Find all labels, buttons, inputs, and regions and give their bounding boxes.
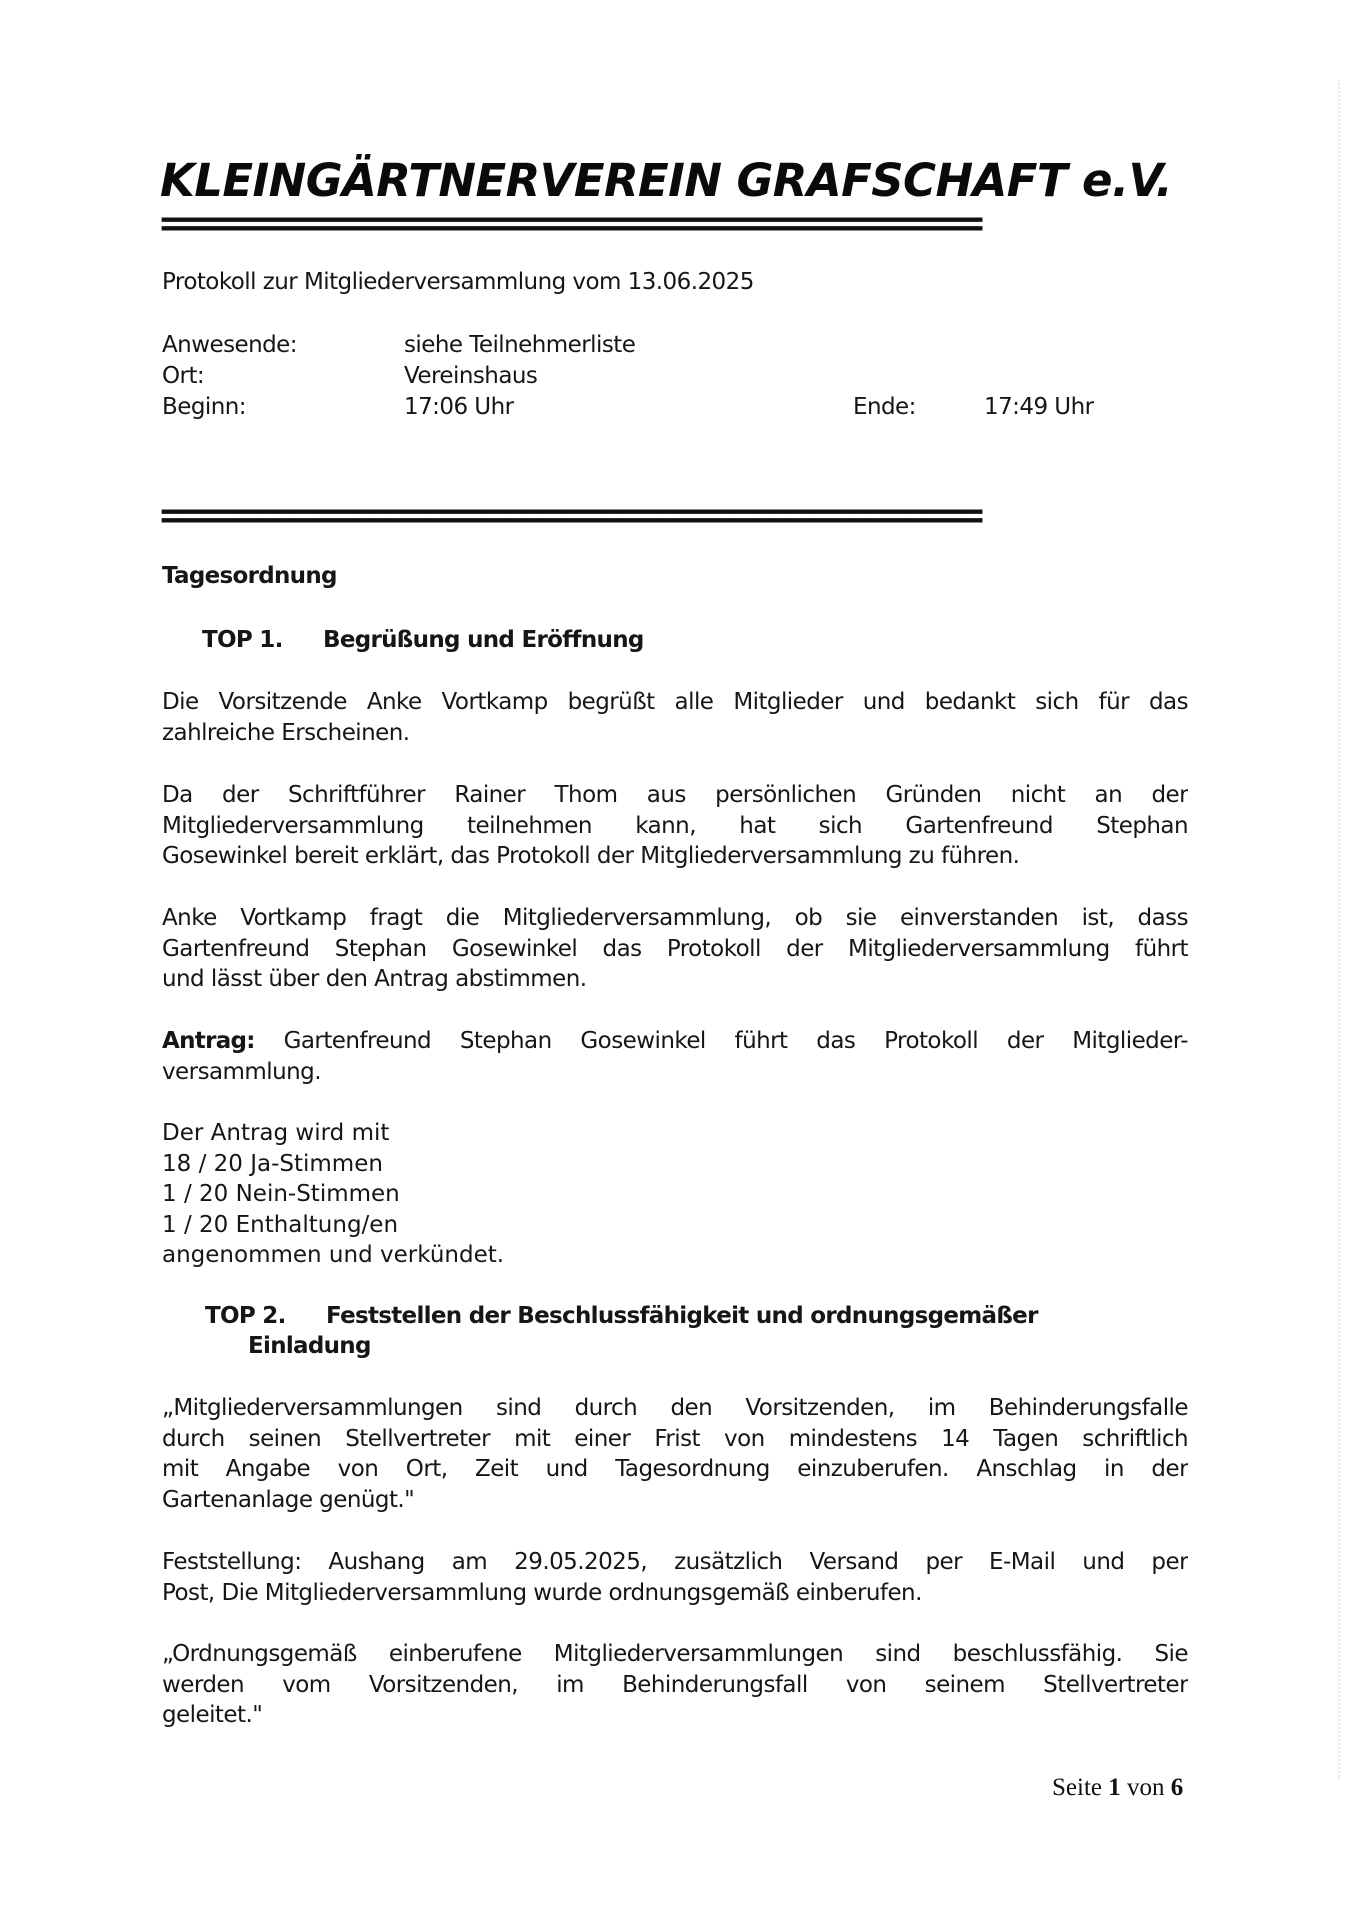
vote-no: 1 / 20 Nein-Stimmen bbox=[162, 1181, 400, 1208]
vote-abstain: 1 / 20 Enthaltung/en bbox=[162, 1211, 399, 1238]
attendees-label: Anwesende: bbox=[162, 332, 297, 358]
top2-statute-quote-invitation bbox=[162, 1393, 1188, 1515]
location-label: Ort: bbox=[162, 363, 205, 389]
protocol-subject: Protokoll zur Mitgliederversammlung vom 13.06.2025 bbox=[162, 269, 754, 295]
start-label: Beginn: bbox=[162, 394, 246, 420]
top2-title-line1: Feststellen der Beschlussfähigkeit und ordnungsgemäßer bbox=[326, 1303, 1038, 1329]
top1-vote-result bbox=[162, 1118, 504, 1271]
top1-number: TOP 1. bbox=[202, 627, 283, 653]
paragraph-line: Die Vorsitzende Anke Vortkamp begrüßt alle Mitglieder und bedankt sich für das bbox=[162, 689, 1188, 715]
paragraph-line: zahlreiche Erscheinen. bbox=[162, 719, 410, 746]
paragraph-line: Gartenanlage genügt." bbox=[162, 1486, 415, 1513]
location-value: Vereinshaus bbox=[404, 363, 538, 389]
vote-outcome: angenommen und verkündet. bbox=[162, 1242, 505, 1269]
top2-statute-quote-quorum bbox=[162, 1639, 1188, 1731]
scan-edge-artifact bbox=[1338, 80, 1342, 1780]
paragraph-line: Mitgliederversammlung teilnehmen kann, hat sich Gartenfreund Stephan bbox=[162, 812, 1188, 839]
paragraph-line: „Ordnungsgemäß einberufene Mitgliederversammlungen sind beschlussfähig. Sie bbox=[162, 1641, 1188, 1667]
paragraph-line: werden vom Vorsitzenden, im Behinderungsfall von seinem Stellvertreter bbox=[162, 1671, 1188, 1698]
page-total: 6 bbox=[1170, 1774, 1184, 1801]
club-title: KLEINGÄRTNERVEREIN GRAFSCHAFT e.V. bbox=[160, 154, 1173, 207]
motion-line: versammlung. bbox=[162, 1058, 321, 1085]
header-divider: =========================================== bbox=[160, 208, 981, 238]
page-separator: von bbox=[1127, 1774, 1165, 1801]
agenda-heading: Tagesordnung bbox=[162, 563, 337, 589]
page-current: 1 bbox=[1108, 1774, 1121, 1801]
attendees-value: siehe Teilnehmerliste bbox=[404, 332, 636, 358]
top2-title-line2: Einladung bbox=[248, 1333, 371, 1359]
motion-text: Gartenfreund Stephan Gosewinkel führt das Protokoll der Mitglieder- bbox=[283, 1028, 1188, 1054]
vote-yes: 18 / 20 Ja-Stimmen bbox=[162, 1150, 383, 1177]
motion-label: Antrag: bbox=[162, 1028, 255, 1054]
top1-paragraph-secretary bbox=[162, 780, 1188, 872]
paragraph-line: und lässt über den Antrag abstimmen. bbox=[162, 966, 587, 993]
end-label: Ende: bbox=[853, 394, 916, 420]
paragraph-line: Anke Vortkamp fragt die Mitgliederversammlung, ob sie einverstanden ist, dass bbox=[162, 905, 1188, 931]
top2-number: TOP 2. bbox=[205, 1303, 286, 1329]
page-prefix: Seite bbox=[1052, 1774, 1102, 1801]
paragraph-line: „Mitgliederversammlungen sind durch den Vorsitzenden, im Behinderungsfalle bbox=[162, 1395, 1188, 1421]
paragraph-line: Gartenfreund Stephan Gosewinkel das Protokoll der Mitgliederversammlung führt bbox=[162, 935, 1188, 962]
top2-finding bbox=[162, 1547, 1188, 1608]
motion-line bbox=[162, 1026, 1188, 1057]
top1-paragraph-greeting bbox=[162, 687, 1188, 748]
top1-title: Begrüßung und Eröffnung bbox=[323, 627, 644, 653]
top1-paragraph-question bbox=[162, 903, 1188, 995]
paragraph-line: Gosewinkel bereit erklärt, das Protokoll der Mitgliederversammlung zu führen. bbox=[162, 843, 1020, 870]
vote-intro: Der Antrag wird mit bbox=[162, 1120, 390, 1146]
paragraph-line: durch seinen Stellvertreter mit einer Frist von mindestens 14 Tagen schriftlich bbox=[162, 1425, 1188, 1452]
paragraph-line: Feststellung: Aushang am 29.05.2025, zusätzlich Versand per E-Mail und per bbox=[162, 1549, 1188, 1575]
meta-divider: =========================================== bbox=[160, 500, 981, 530]
top1-motion bbox=[162, 1026, 1188, 1087]
paragraph-line: geleitet." bbox=[162, 1702, 263, 1729]
paragraph-line: Post, Die Mitgliederversammlung wurde ordnungsgemäß einberufen. bbox=[162, 1579, 922, 1606]
start-value: 17:06 Uhr bbox=[404, 394, 514, 420]
page-number bbox=[1052, 1774, 1183, 1802]
paragraph-line: mit Angabe von Ort, Zeit und Tagesordnung einzuberufen. Anschlag in der bbox=[162, 1456, 1188, 1483]
end-value: 17:49 Uhr bbox=[984, 394, 1094, 420]
paragraph-line: Da der Schriftführer Rainer Thom aus persönlichen Gründen nicht an der bbox=[162, 782, 1188, 808]
